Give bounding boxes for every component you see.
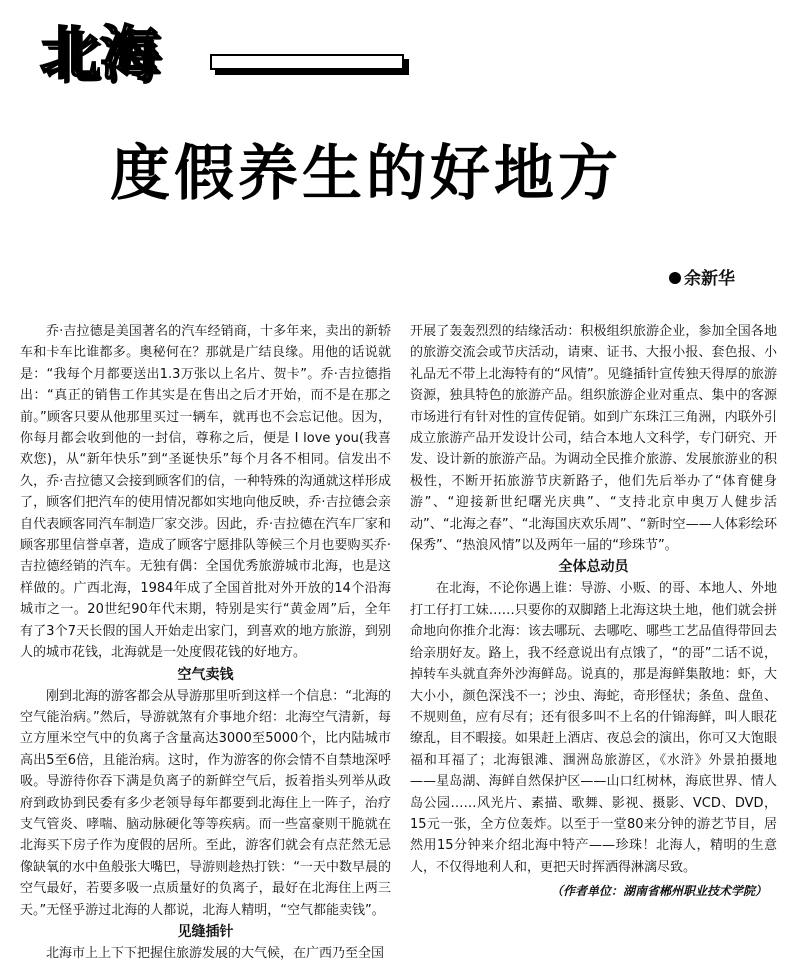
right-column (410, 321, 777, 878)
section-heading: 空气卖钱 (177, 666, 234, 683)
author-affiliation: （作者单位：湖南省郴州职业技术学院） (550, 884, 767, 898)
paragraph: 北海市上上下下把握住旅游发展的大气候，在广西乃至全国 (46, 945, 385, 961)
paragraph: 开展了轰轰烈烈的结缘活动：积极组织旅游企业，参加全国各地的旅游交流会或节庆活动，请柬、证书、大报小报、套色报、小礼品无不带上北海特有的“风情”。见缝插针宣传独天得厚的旅游资源，独具特色的旅游产品。组织旅游企业对重点、集中的客源市场进行有针对性的宣传促销。如到广东珠江三角洲，内联外引成立旅游产品开发设计公司，结合本地人文科学，专门研究、开发、设计新的旅游产品。为调动全民推介旅游、发展旅游业的积极性，不断开拓旅游节庆新路子，他们先后举办了“体育健身游”、“迎接新世纪曙光庆典”、“支持北京申奥万人健步活动”、“北海之春”、“北海国庆欢乐周”、“新时空——人体彩绘环保秀”、“热浪风情”以及两年一届的“珍珠节”。 (410, 324, 777, 554)
paragraph: 在北海，不论你遇上谁：导游、小贩、的哥、本地人、外地打工仔打工妹……只要你的双脚踏上北海这块土地，他们就会拼命地向你推介北海：该去哪玩、去哪吃、哪些工艺品值得带回去给亲朋好友。路上，我不经意说出有点饿了，“的哥”二话不说，掉转车头就直奔外沙海鲜岛。说真的，那是海鲜集散地：虾，大大小小，颜色深浅不一；沙虫、海蛇，奇形怪状；条鱼、盘鱼、不规则鱼，应有尽有；还有很多叫不上名的什锦海鲜，叫人眼花缭乱，目不暇接。如果赶上酒店、夜总会的演出，你可又大饱眼福和耳福了；北海银滩、涠洲岛旅游区，《水浒》外景拍摄地——星岛湖、海鲜自然保护区——山口红树林，海底世界、情人岛公园……风光片、素描、歌舞、影视、摄影、VCD、DVD，15元一张，全方位轰炸。以至于一堂80来分钟的游艺节目，居然用15分钟来介绍北海中特产——珍珠！北海人，精明的生意人，不仅得地利人和，更把天时挥洒得淋漓尽致。 (410, 581, 777, 875)
paragraph: 刚到北海的游客都会从导游那里听到这样一个信息：“北海的空气能治病。”然后，导游就煞有介事地介绍：北海空气清新，每立方厘米空气中的负离子含量高达3000至5000个，比内陆城市高出5至6倍，且能治病。这时，作为游客的你会情不自禁地深呼吸。导游待你吞下满是负离子的新鲜空气后，扳着指头列举从政府到政协到民委有多少老领导每年都要到北海住上一阵子，治疗支气管炎、哮喘、脑动脉硬化等等疾病。而一些富豪则干脆就在北海买下房子作为度假的居所。至此，游客们就会有点茫然无忌像缺氧的水中鱼般张大嘴巴，导游则趁热打铁：“一天中数早晨的空气最好，若要多吸一点质量好的负离子，最好在北海住上两三天。”无怪乎游过北海的人都说，北海人精明，“空气都能卖钱”。 (20, 688, 391, 918)
section-heading: 见缝插针 (177, 923, 234, 940)
section-heading: 全体总动员 (558, 559, 629, 576)
left-column (20, 321, 391, 964)
paragraph: 乔·吉拉德是美国著名的汽车经销商，十多年来，卖出的新轿车和卡车比谁都多。奥秘何在？那就是广结良缘。用他的话说就是：“我每个月都要送出1.3万张以上名片、贺卡”。乔·吉拉德指出：“真正的销售工作其实是在售出之后才开始，而不是在那之前。”顾客只要从他那里买过一辆车，就再也不会忘记他。因为，你每月都会收到他的一封信，尊称之后，便是 I love you(我喜欢您)，从“新年快乐”到“圣诞快乐”每个月各不相同。信发出不久，乔·吉拉德又会接到顾客们的信，一种特殊的沟通就这样形成了，顾客们把汽车的使用情况都如实地向他反映，乔·吉拉德会亲自代表顾客同汽车制造厂家交涉。因此，乔·吉拉德在汽车厂家和顾客那里信誉卓著，造成了顾客宁愿排队等候三个月也要购买乔·吉拉德经销的汽车。无独有偶：全国优秀旅游城市北海，也是这样做的。广西北海，1984年成了全国首批对外开放的14个沿海城市之一。20世纪90年代末期，特别是实行“黄金周”后，全年有了3个7天长假的国人开始走出家门，到喜欢的地方旅游，到别人的城市花钱，北海就是一处度假花钱的好地方。 (20, 324, 391, 661)
title-main-text: 北海 (40, 19, 161, 87)
author-byline (669, 268, 735, 290)
bullet-icon (669, 272, 681, 284)
author-name: 余新华 (684, 269, 735, 289)
title-dash (210, 54, 404, 70)
title-main (40, 18, 395, 88)
title-subtitle: 度假养生的好地方 (110, 139, 622, 209)
